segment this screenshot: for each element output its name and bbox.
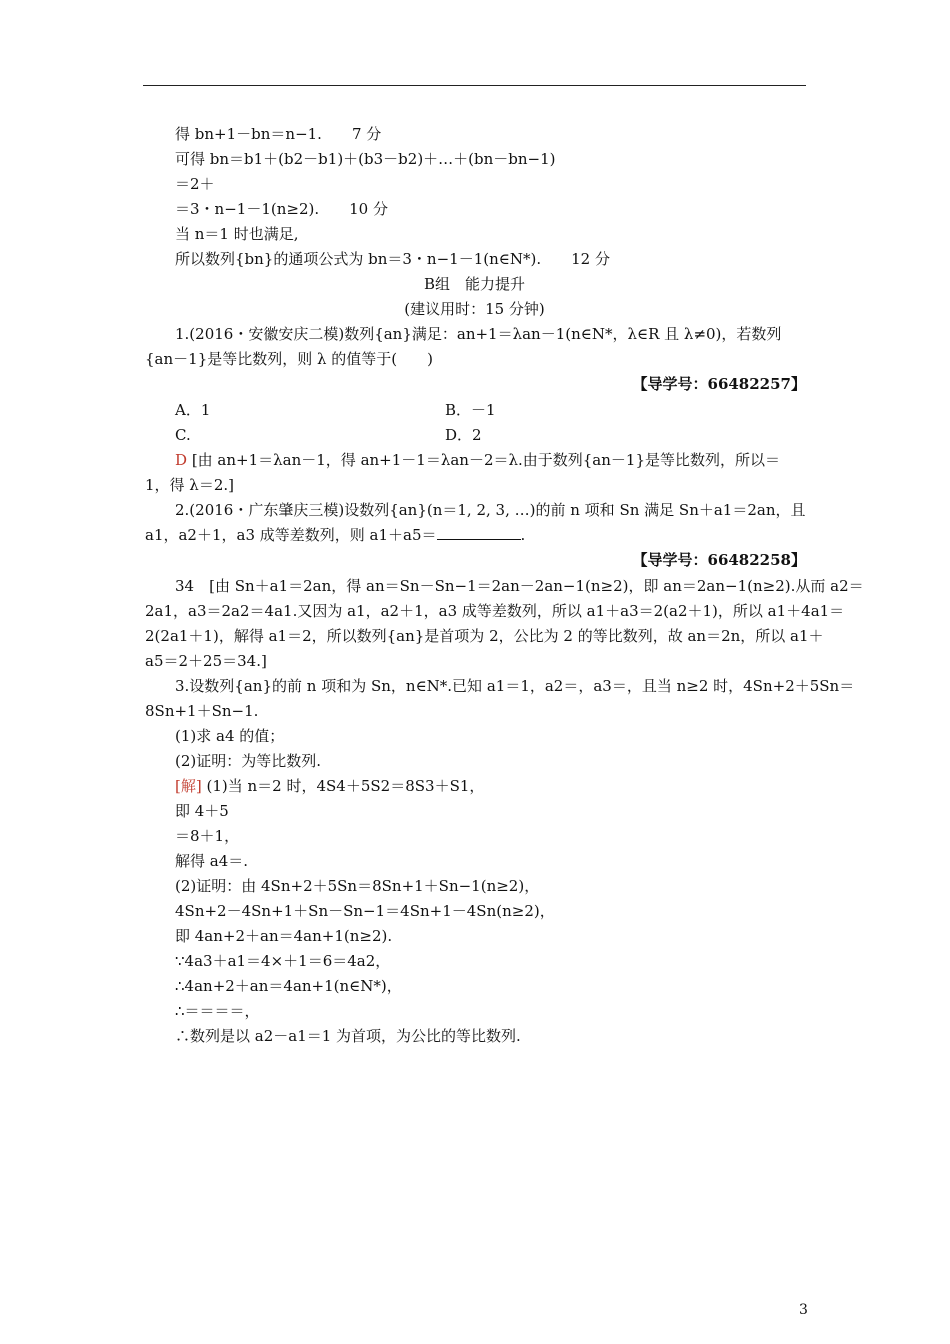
- solution-line: (2)证明：由 4Sn+2＋5Sn＝8Sn+1＋Sn−1(n≥2)，: [175, 877, 540, 895]
- question-1-line: 1.(2016・安徽安庆二模)数列{an}满足：an+1＝λan－1(n∈N*，λ∈R 且 λ≠0)，若数列: [175, 325, 782, 343]
- solution-tag: [解]: [175, 777, 202, 795]
- solution-line: 即 4an+2＋an＝4an+1(n≥2).: [175, 927, 393, 945]
- question-3-line: 8Sn+1＋Sn−1.: [145, 702, 259, 720]
- question-2-line: 2.(2016・广东肇庆三模)设数列{an}(n＝1, 2, 3, …)的前 n 项和 Sn 满足 Sn＋a1＝2an，且: [175, 501, 806, 519]
- solution-line: 即 4＋5: [175, 802, 229, 820]
- text-line: 当 n＝1 时也满足,: [175, 225, 299, 243]
- option-d: D．2: [445, 426, 482, 444]
- question-3-part-2: (2)证明：为等比数列.: [175, 752, 322, 770]
- section-title: B组 能力提升: [423, 275, 526, 293]
- option-b: B．－1: [445, 401, 496, 419]
- text-line: ＝3・n−1－1(n≥2). 10 分: [175, 200, 388, 218]
- solution-line: 4Sn+2－4Sn+1＋Sn－Sn−1＝4Sn+1－4Sn(n≥2)，: [175, 902, 555, 920]
- text-line: 得 bn+1－bn＝n−1. 7 分: [175, 125, 382, 143]
- header-rule: [143, 85, 806, 86]
- answer-1-line: [175, 450, 780, 470]
- page-number: 3: [799, 1302, 808, 1318]
- period: .: [520, 526, 526, 544]
- question-3-part-1: (1)求 a4 的值；: [175, 727, 285, 745]
- text-line: 所以数列{bn}的通项公式为 bn＝3・n−1－1(n∈N*). 12 分: [175, 250, 610, 268]
- solution-line: ∴数列是以 a2－a1＝1 为首项，为公比的等比数列.: [175, 1027, 521, 1045]
- answer-1-line: 1，得 λ＝2.]: [145, 476, 234, 494]
- answer-letter: D: [175, 451, 188, 469]
- solution-line: ∵4a3＋a1＝4×＋1＝6＝4a2，: [175, 952, 391, 970]
- solution-line: ＝8＋1，: [175, 827, 240, 845]
- solution-text: (1)当 n＝2 时，4S4＋5S2＝8S3＋S1，: [206, 777, 485, 795]
- question-3-line: 3.设数列{an}的前 n 项和为 Sn，n∈N*.已知 a1＝1，a2＝，a3＝，且当 n≥2 时，4Sn+2＋5Sn＝: [175, 677, 855, 695]
- question-2-text: a1，a2＋1，a3 成等差数列，则 a1＋a5＝: [145, 526, 437, 544]
- answer-blank: [437, 525, 521, 540]
- guide-number: 【导学号：66482257】: [632, 375, 806, 393]
- answer-2-line: 34 [由 Sn＋a1＝2an，得 an＝Sn－Sn−1＝2an－2an−1(n≥2)，即 an＝2an−1(n≥2).从而 a2＝: [175, 577, 864, 595]
- solution-line: 解得 a4＝.: [175, 852, 249, 870]
- solution-line: [175, 776, 484, 796]
- question-2-line: [145, 525, 525, 545]
- solution-line: ∴＝＝＝＝，: [175, 1002, 260, 1020]
- answer-2-line: 2a1，a3＝2a2＝4a1.又因为 a1，a2＋1，a3 成等差数列，所以 a1＋a3＝2(a2＋1)，所以 a1＋4a1＝: [145, 602, 845, 620]
- answer-2-line: a5＝2＋25＝34.]: [145, 652, 267, 670]
- question-1-line: {an－1}是等比数列，则 λ 的值等于( ): [145, 350, 433, 368]
- option-c: C.: [175, 426, 191, 444]
- answer-text: [由 an+1＝λan－1，得 an+1－1＝λan－2＝λ.由于数列{an－1}是等比数列，所以＝: [191, 451, 780, 469]
- answer-2-line: 2(2a1＋1)，解得 a1＝2，所以数列{an}是首项为 2，公比为 2 的等比数列，故 an＝2n，所以 a1＋: [145, 627, 824, 645]
- solution-line: ∴4an+2＋an＝4an+1(n∈N*)，: [175, 977, 402, 995]
- option-a: A．1: [175, 401, 211, 419]
- guide-number: 【导学号：66482258】: [632, 551, 806, 569]
- time-hint: (建议用时：15 分钟): [404, 300, 545, 318]
- text-line: 可得 bn＝b1＋(b2－b1)＋(b3－b2)＋…＋(bn－bn−1): [175, 150, 556, 168]
- text-line: ＝2＋: [175, 175, 215, 193]
